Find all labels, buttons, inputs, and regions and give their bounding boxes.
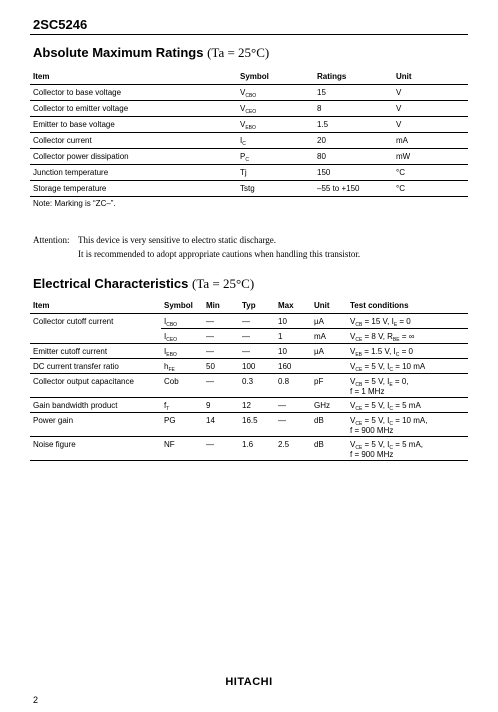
elec-symbol-sub: CBO — [166, 322, 178, 328]
elec-title — [33, 276, 254, 292]
elec-min: — — [203, 374, 239, 398]
elec-typ: 16.5 — [239, 413, 275, 437]
elec-item: Collector output capacitance — [30, 374, 161, 398]
abs-symbol-main: Tj — [240, 167, 247, 177]
cond-text-2: = ∞ — [399, 332, 415, 341]
cond-text: = 15 V, I — [362, 317, 394, 326]
cond-var-sub: CE — [355, 367, 363, 373]
table-row — [30, 398, 468, 413]
elec-symbol-sub: EBO — [166, 352, 177, 358]
cond-var-sub-2: E — [389, 382, 393, 388]
abs-rating: 8 — [314, 101, 393, 117]
elec-min: — — [203, 314, 239, 329]
cond-var-sub: CE — [355, 337, 363, 343]
elec-test-condition — [347, 314, 468, 329]
abs-symbol — [237, 165, 314, 181]
abs-symbol-sub: CEO — [245, 108, 257, 115]
table-row — [30, 85, 468, 101]
elec-typ: 1.6 — [239, 437, 275, 461]
abs-max-header-symbol: Symbol — [237, 69, 314, 85]
abs-max-condition: (Ta = 25°C) — [207, 45, 270, 60]
cond-text-2: = 10 mA, — [392, 416, 428, 425]
elec-symbol-sub: CEO — [166, 337, 178, 343]
abs-rating: 1.5 — [314, 117, 393, 133]
cond-var: V — [350, 416, 356, 425]
elec-item: Gain bandwidth product — [30, 398, 161, 413]
abs-symbol-main: P — [240, 151, 246, 161]
elec-header-test-conditions: Test conditions — [347, 298, 468, 314]
abs-rating: 15 — [314, 85, 393, 101]
elec-item: Emitter cutoff current — [30, 344, 161, 359]
elec-body — [30, 314, 468, 461]
cond-var-sub: CB — [355, 322, 363, 328]
elec-unit: pF — [311, 374, 347, 398]
abs-max-table — [30, 69, 468, 197]
abs-symbol — [237, 149, 314, 165]
elec-max: 2.5 — [275, 437, 311, 461]
cond-text: = 5 V, I — [362, 440, 390, 449]
abs-unit: mW — [393, 149, 468, 165]
elec-header-unit: Unit — [311, 298, 347, 314]
cond-var: V — [350, 362, 356, 371]
elec-symbol — [161, 413, 203, 437]
cond-text-2: = 10 mA — [392, 362, 426, 371]
abs-item: Collector current — [30, 133, 237, 149]
elec-max: 160 — [275, 359, 311, 374]
abs-max-body — [30, 85, 468, 197]
abs-symbol-main: Tstg — [240, 183, 255, 193]
elec-symbol — [161, 359, 203, 374]
cond-text: = 5 V, I — [362, 362, 390, 371]
elec-min: — — [203, 437, 239, 461]
table-row — [30, 101, 468, 117]
elec-condition-line-1 — [350, 332, 468, 342]
elec-unit: dB — [311, 437, 347, 461]
elec-max: 10 — [275, 344, 311, 359]
elec-unit — [311, 359, 347, 374]
cond-var-sub: EB — [355, 352, 363, 358]
abs-symbol-main: V — [240, 87, 246, 97]
table-row — [30, 329, 468, 344]
elec-typ: — — [239, 314, 275, 329]
abs-item: Storage temperature — [30, 181, 237, 197]
abs-item: Collector power dissipation — [30, 149, 237, 165]
table-row — [30, 117, 468, 133]
elec-unit: GHz — [311, 398, 347, 413]
abs-unit: V — [393, 117, 468, 133]
elec-symbol-sub: FE — [168, 367, 175, 373]
abs-max-header-ratings: Ratings — [314, 69, 393, 85]
cond-text-2: = 0 — [399, 347, 413, 356]
elec-symbol — [161, 398, 203, 413]
elec-symbol — [161, 344, 203, 359]
part-number: 2SC5246 — [33, 17, 88, 32]
abs-item: Emitter to base voltage — [30, 117, 237, 133]
cond-var-sub-2: C — [389, 367, 393, 373]
elec-condition: (Ta = 25°C) — [192, 276, 255, 291]
abs-symbol-sub: C — [245, 156, 249, 163]
cond-var-sub-2: C — [389, 445, 393, 451]
cond-var-sub-2: C — [395, 352, 400, 358]
elec-typ: 100 — [239, 359, 275, 374]
abs-symbol-sub: EBO — [245, 124, 256, 131]
cond-text-2: = 5 mA — [392, 401, 421, 410]
elec-condition-line-2: f = 900 MHz — [350, 426, 394, 435]
abs-rating: 150 — [314, 165, 393, 181]
header-rule — [30, 34, 468, 35]
cond-var: V — [350, 347, 356, 356]
elec-typ: — — [239, 344, 275, 359]
elec-max: 0.8 — [275, 374, 311, 398]
page-number: 2 — [33, 695, 39, 705]
elec-symbol-main: f — [164, 401, 167, 410]
cond-var-sub: CE — [355, 421, 363, 427]
abs-item: Collector to base voltage — [30, 85, 237, 101]
abs-symbol — [237, 133, 314, 149]
table-row — [30, 314, 468, 329]
elec-test-condition — [347, 329, 468, 344]
attention-line-1: This device is very sensitive to electro static discharge. — [78, 235, 277, 245]
hitachi-logo: HITACHI — [225, 676, 273, 688]
abs-unit: °C — [393, 165, 468, 181]
elec-condition-line-1 — [350, 347, 468, 357]
elec-test-condition — [347, 398, 468, 413]
table-row — [30, 374, 468, 398]
elec-typ: 0.3 — [239, 374, 275, 398]
elec-item: Collector cutoff current — [33, 317, 114, 326]
cond-var-sub: CE — [355, 406, 363, 412]
cond-text-2: = 0 — [397, 317, 411, 326]
elec-symbol-main: I — [164, 317, 167, 326]
abs-symbol — [237, 85, 314, 101]
elec-header-item: Item — [30, 298, 161, 314]
attention-block — [33, 235, 70, 245]
abs-item: Junction temperature — [30, 165, 237, 181]
cond-var-sub: CB — [355, 382, 363, 388]
table-row — [30, 413, 468, 437]
elec-item — [30, 329, 161, 344]
elec-min: 50 — [203, 359, 239, 374]
elec-condition-line-1 — [350, 362, 468, 372]
table-row — [30, 181, 468, 197]
cond-text-2: = 0, — [392, 377, 409, 386]
elec-condition-line-1 — [350, 440, 468, 450]
abs-symbol — [237, 181, 314, 197]
abs-symbol — [237, 117, 314, 133]
elec-unit: mA — [311, 329, 347, 344]
elec-condition-line-1 — [350, 416, 468, 426]
abs-unit: V — [393, 101, 468, 117]
cond-var-sub: CE — [355, 445, 363, 451]
abs-rating: 80 — [314, 149, 393, 165]
cond-var: V — [350, 332, 356, 341]
table-row — [30, 359, 468, 374]
elec-header-symbol: Symbol — [161, 298, 203, 314]
elec-min: 14 — [203, 413, 239, 437]
elec-item: Power gain — [30, 413, 161, 437]
abs-unit: V — [393, 85, 468, 101]
elec-item: Noise figure — [30, 437, 161, 461]
elec-min: — — [203, 344, 239, 359]
cond-text-2: = 5 mA, — [392, 440, 423, 449]
elec-typ: 12 — [239, 398, 275, 413]
cond-text: = 8 V, R — [362, 332, 393, 341]
elec-test-condition — [347, 374, 468, 398]
elec-unit: dB — [311, 413, 347, 437]
attention-line-2: It is recommended to adopt appropriate cautions when handling this transistor. — [78, 249, 361, 259]
elec-symbol-main: I — [164, 347, 167, 356]
cond-text: = 1.5 V, I — [362, 347, 396, 356]
elec-condition-line-1 — [350, 317, 468, 327]
cond-var: V — [350, 401, 356, 410]
cond-text: = 5 V, I — [362, 377, 390, 386]
abs-symbol-sub: C — [242, 140, 246, 147]
abs-unit: mA — [393, 133, 468, 149]
cond-text: = 5 V, I — [362, 401, 390, 410]
abs-symbol-main: V — [240, 103, 246, 113]
elec-symbol-main: h — [164, 362, 169, 371]
abs-max-header-item: Item — [30, 69, 237, 85]
table-row — [30, 344, 468, 359]
abs-max-header-row — [30, 69, 468, 85]
elec-symbol — [161, 437, 203, 461]
elec-symbol-main: Cob — [164, 377, 179, 386]
abs-symbol — [237, 101, 314, 117]
elec-max: — — [275, 398, 311, 413]
abs-max-title-text: Absolute Maximum Ratings — [33, 45, 204, 60]
elec-test-condition — [347, 413, 468, 437]
abs-item: Collector to emitter voltage — [30, 101, 237, 117]
elec-header-max: Max — [275, 298, 311, 314]
elec-test-condition — [347, 359, 468, 374]
abs-max-header-unit: Unit — [393, 69, 468, 85]
cond-var-sub-2: C — [389, 421, 393, 427]
elec-symbol — [161, 374, 203, 398]
cond-var: V — [350, 377, 356, 386]
attention-label: Attention: — [33, 235, 70, 245]
elec-header-row — [30, 298, 468, 314]
elec-min: 9 — [203, 398, 239, 413]
cond-var: V — [350, 440, 356, 449]
elec-max: 1 — [275, 329, 311, 344]
elec-condition-line-1 — [350, 377, 468, 387]
elec-condition-line-2: f = 900 MHz — [350, 450, 394, 459]
elec-unit: µA — [311, 314, 347, 329]
table-row — [30, 133, 468, 149]
abs-symbol-main: I — [240, 135, 243, 145]
elec-unit: µA — [311, 344, 347, 359]
elec-header-min: Min — [203, 298, 239, 314]
elec-typ: — — [239, 329, 275, 344]
elec-title-text: Electrical Characteristics — [33, 276, 189, 291]
marking-note: Note: Marking is “ZC–”. — [33, 199, 116, 208]
elec-symbol-main: I — [164, 332, 167, 341]
cond-var: V — [350, 317, 356, 326]
elec-symbol — [161, 329, 203, 344]
elec-symbol-main: PG — [164, 416, 176, 425]
elec-symbol-main: NF — [164, 440, 175, 449]
cond-text: = 5 V, I — [362, 416, 390, 425]
table-row — [30, 149, 468, 165]
elec-test-condition — [347, 344, 468, 359]
table-row — [30, 437, 468, 461]
cond-var-sub-2: BE — [392, 337, 400, 343]
abs-unit: °C — [393, 181, 468, 197]
table-row — [30, 165, 468, 181]
abs-rating: 20 — [314, 133, 393, 149]
abs-rating: –55 to +150 — [314, 181, 393, 197]
elec-condition-line-1 — [350, 401, 468, 411]
elec-symbol — [161, 314, 203, 329]
elec-max: — — [275, 413, 311, 437]
abs-symbol-main: V — [240, 119, 246, 129]
abs-symbol-sub: CBO — [245, 92, 257, 99]
cond-var-sub-2: E — [393, 322, 398, 328]
elec-table — [30, 298, 468, 461]
elec-max: 10 — [275, 314, 311, 329]
abs-max-title — [33, 45, 269, 61]
elec-symbol-sub: T — [166, 406, 170, 412]
elec-min: — — [203, 329, 239, 344]
elec-condition-line-2: f = 1 MHz — [350, 387, 385, 396]
elec-item: DC current transfer ratio — [30, 359, 161, 374]
elec-test-condition — [347, 437, 468, 461]
elec-header-typ: Typ — [239, 298, 275, 314]
cond-var-sub-2: C — [389, 406, 393, 412]
